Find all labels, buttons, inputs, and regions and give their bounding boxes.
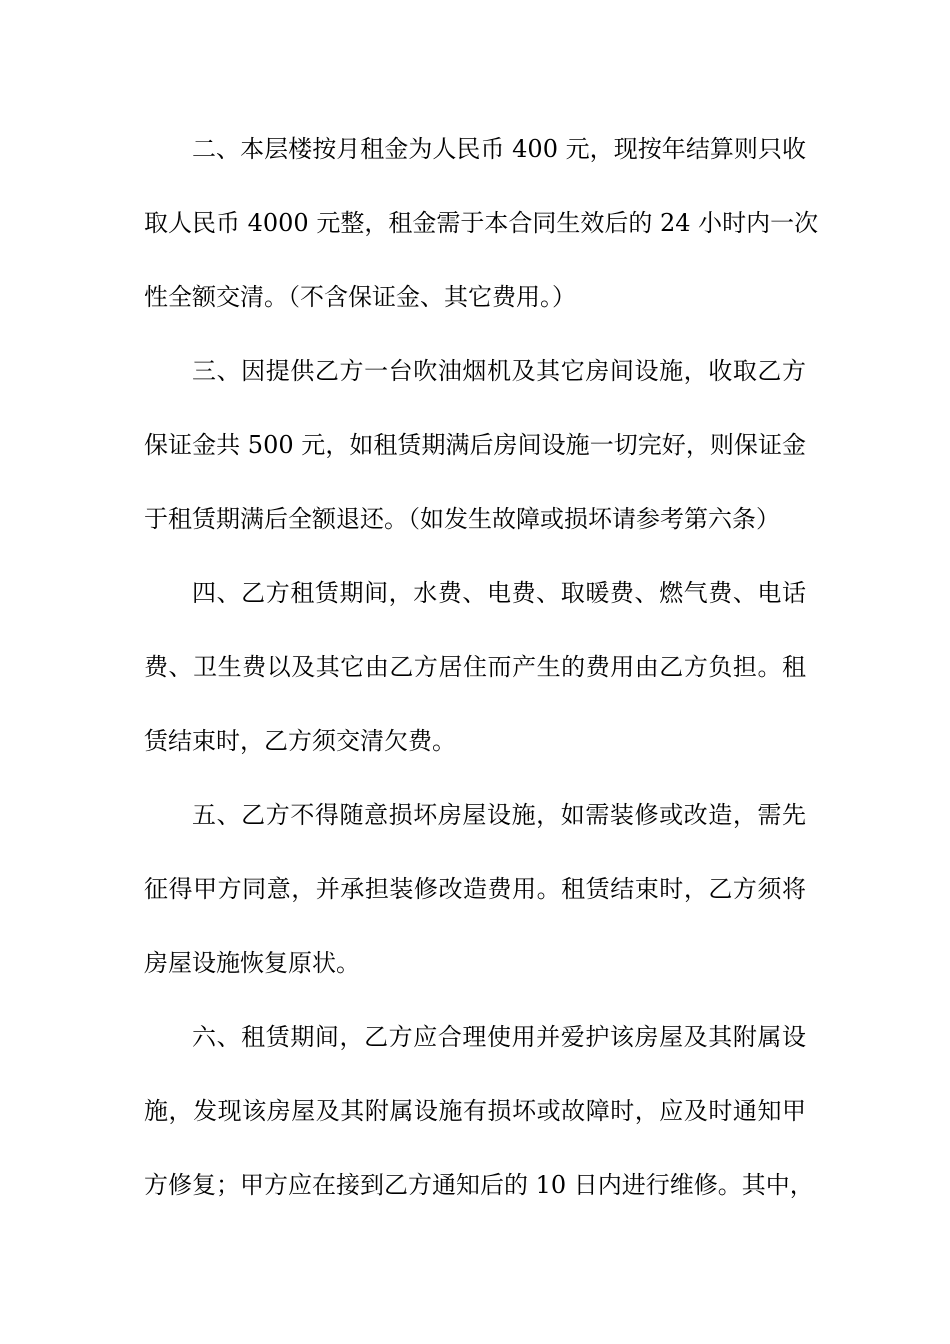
document-body	[144, 112, 819, 1222]
clause-2	[144, 112, 819, 334]
clause-line: 征得甲方同意，并承担装修改造费用。租赁结束时，乙方须将	[144, 875, 806, 903]
clause-line: 费、卫生费以及其它由乙方居住而产生的费用由乙方负担。租	[144, 653, 806, 681]
clause-4	[144, 556, 806, 778]
clause-line: 取人民币 4000 元整，租金需于本合同生效后的 24 小时内一次	[144, 209, 819, 237]
clause-5	[144, 778, 806, 1000]
clause-3	[144, 334, 806, 556]
clause-line: 赁结束时，乙方须交清欠费。	[144, 727, 456, 755]
clause-line: 五、乙方不得随意损坏房屋设施，如需装修或改造，需先	[192, 801, 806, 829]
clause-line: 房屋设施恢复原状。	[144, 949, 360, 977]
clause-line: 施，发现该房屋及其附属设施有损坏或故障时，应及时通知甲	[144, 1097, 806, 1125]
clause-line: 三、因提供乙方一台吹油烟机及其它房间设施，收取乙方	[192, 357, 806, 385]
clause-6	[144, 1000, 814, 1222]
clause-line: 方修复；甲方应在接到乙方通知后的 10 日内进行维修。其中，	[144, 1171, 814, 1199]
clause-line: 性全额交清。（不含保证金、其它费用。）	[144, 283, 576, 311]
clause-line: 六、租赁期间，乙方应合理使用并爱护该房屋及其附属设	[192, 1023, 806, 1051]
clause-line: 二、本层楼按月租金为人民币 400 元，现按年结算则只收	[192, 135, 806, 163]
clause-line: 四、乙方租赁期间，水费、电费、取暖费、燃气费、电话	[192, 579, 806, 607]
clause-line: 于租赁期满后全额退还。（如发生故障或损坏请参考第六条）	[144, 505, 780, 533]
clause-line: 保证金共 500 元，如租赁期满后房间设施一切完好，则保证金	[144, 431, 806, 459]
